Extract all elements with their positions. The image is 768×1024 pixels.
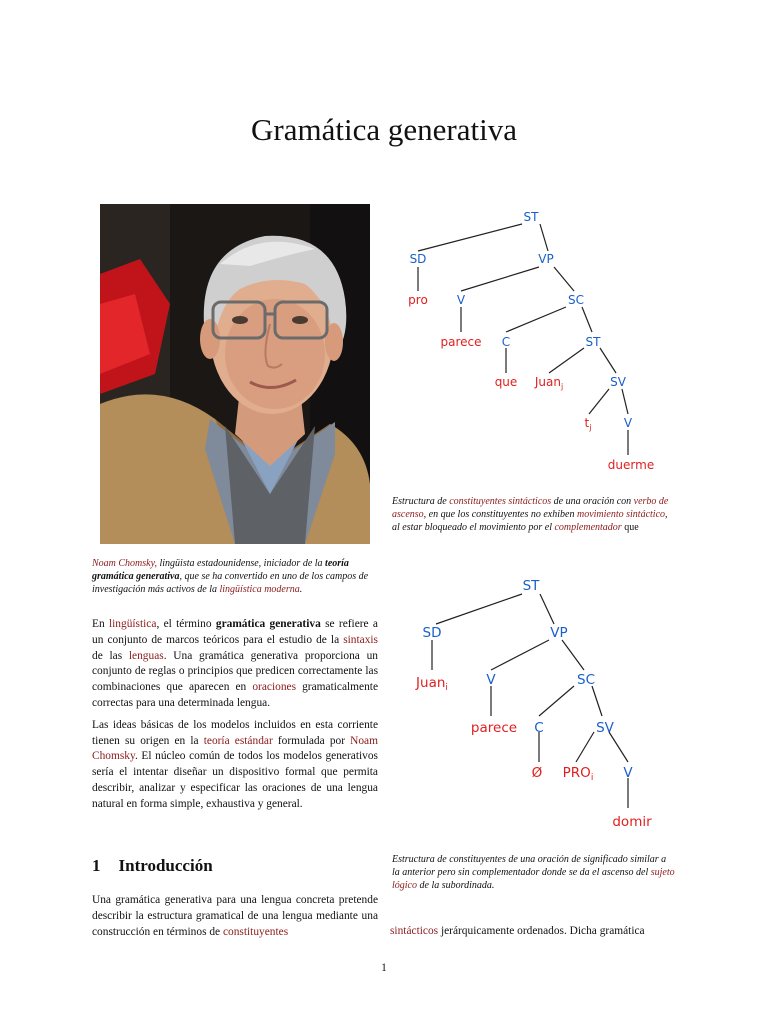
tree2-node: SV xyxy=(596,720,614,736)
tree1-node: que xyxy=(494,375,518,389)
tree1-node: V xyxy=(456,293,466,307)
tree1-node: $t_j$ xyxy=(584,416,592,432)
tree2-node: Ø xyxy=(531,765,543,781)
link[interactable]: lingüística xyxy=(108,618,157,630)
syntax-tree-2 xyxy=(394,572,694,832)
tree1-node: parece xyxy=(440,335,482,349)
link[interactable]: sujeto lógico xyxy=(392,866,675,891)
tree1-node: SV xyxy=(610,375,626,389)
tree1-node: duerme xyxy=(607,458,655,472)
tree2-node: parece xyxy=(470,720,518,736)
tree1-node: ST xyxy=(523,210,539,224)
link[interactable]: complementador xyxy=(554,521,622,533)
tree1-node: VP xyxy=(538,252,554,266)
link[interactable]: verbo de ascenso xyxy=(392,496,669,520)
tree2-node: SC xyxy=(577,672,595,688)
syntax-tree-1 xyxy=(394,206,694,486)
paragraph: En lingüística, el término gramática generativa se refiere a un conjunto de marcos teóricos para el estudio de la sintaxis de las lenguas. Una gramática generativa proporciona un conjunto de reglas o principios que predicen correctamente las combinaciones que aparecen en oraciones gramaticalmente correctas para una determinada lengua. xyxy=(92,618,379,709)
tree2-node: domir xyxy=(612,814,652,830)
tree1-node: pro xyxy=(408,293,428,307)
link[interactable]: oraciones xyxy=(252,681,297,694)
page-title: Gramática generativa xyxy=(251,112,517,147)
chomsky-photo xyxy=(100,204,370,544)
link[interactable]: constituyentes xyxy=(222,925,289,938)
section-heading xyxy=(92,856,213,876)
tree2-caption: Estructura de constituyentes de una oración de significado similar a la anterior pero sin complementador donde se da el ascenso del sujeto lógico de la subordinada. xyxy=(392,854,675,891)
tree2-node: C xyxy=(534,720,544,736)
link[interactable]: sintaxis xyxy=(343,633,378,646)
photo-caption: Noam Chomsky, lingüista estadounidense, iniciador de la teoría gramática generativa, que se ha convertido en uno de los campos de investigación más activos de la lingüística moderna. xyxy=(92,558,369,595)
left-column-text xyxy=(92,617,378,819)
link[interactable]: Noam Chomsky, xyxy=(92,558,157,569)
tree2-node: V xyxy=(486,672,496,688)
tree1-node: ST xyxy=(585,335,601,349)
tree1-node: V xyxy=(623,416,633,430)
tree2-node: $PRO_i$ xyxy=(562,765,594,783)
paragraph: Las ideas básicas de los modelos incluidos en esta corriente tienen su origen en la teoría estándar formulada por Noam Chomsky. El núcleo común de todos los modelos generativos sería el intentar diseñar un dispositivo formal que permita describir, analizar y especificar las oraciones de una lengua natural en forma simple, exhaustiva y general. xyxy=(92,718,378,810)
tree1-node: SC xyxy=(568,293,584,307)
link[interactable]: teoría estándar xyxy=(203,734,273,747)
tree2-node: ST xyxy=(522,578,540,594)
section-number: 1 xyxy=(92,856,101,875)
link[interactable]: lingüística moderna xyxy=(219,583,300,595)
tree2-node: SD xyxy=(422,625,442,641)
link[interactable]: lenguas xyxy=(128,649,164,662)
tree1-caption: Estructura de constituyentes sintácticos de una oración con verbo de ascenso, en que los constituyentes no exhiben movimiento sintáctico, al estar bloqueado el movimiento por el complementador que xyxy=(392,496,669,533)
page-number: 1 xyxy=(381,962,387,974)
intro-paragraph: Una gramática generativa para una lengua concreta pretende describir la estructura gramatical de una lengua mediante una construcción en términos de constituyentes xyxy=(92,894,378,938)
intro-paragraph-continued: sintácticos jerárquicamente ordenados. Dicha gramática xyxy=(390,925,645,937)
link[interactable]: Noam Chomsky xyxy=(92,734,378,763)
tree1-node: Juan$_j$ xyxy=(534,375,564,391)
tree1-node: C xyxy=(501,335,511,349)
tree2-node: VP xyxy=(550,625,568,641)
link[interactable]: constituyentes sintácticos xyxy=(449,496,552,507)
link[interactable]: movimiento sintáctico xyxy=(576,508,666,520)
section-title: Introducción xyxy=(118,856,213,875)
link[interactable]: sintácticos xyxy=(390,925,439,937)
tree2-node: Juan$_i$ xyxy=(416,675,448,693)
tree2-node: V xyxy=(623,765,633,781)
tree1-node: SD xyxy=(409,252,427,266)
